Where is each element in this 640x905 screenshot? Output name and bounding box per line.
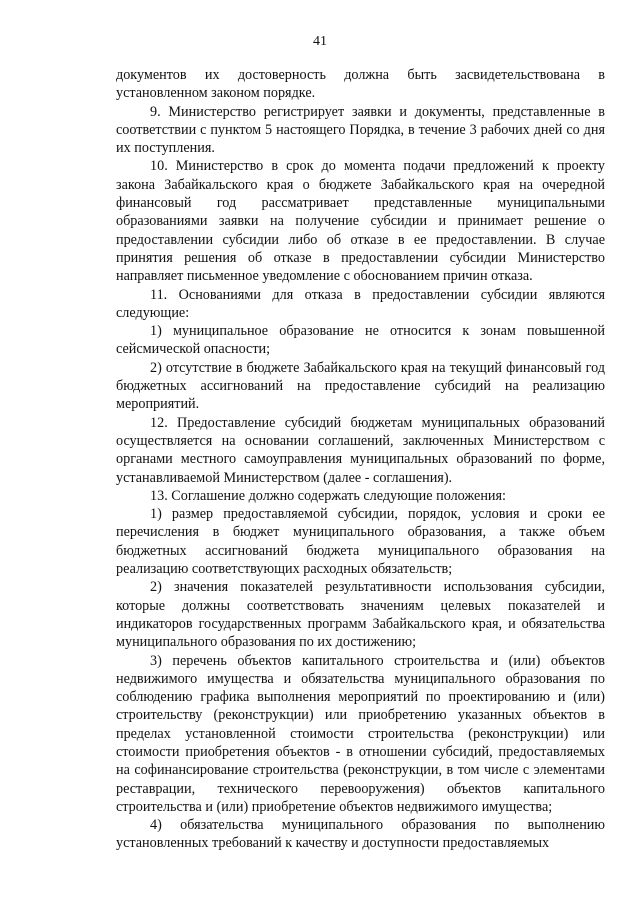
paragraph-item-13: 13. Соглашение должно содержать следующие положения:	[150, 487, 506, 504]
paragraph-item-13-2: 2) значения показателей результативности использования субсидии, которые должны соответствовать значениям целевых показателей и индикаторов государственных программ Забайкальского края, и обязательства муниципального образования по их достижению;	[116, 579, 605, 651]
paragraph-item-11-1: 1) муниципальное образование не относится к зонам повышенной сейсмической опасности;	[116, 323, 605, 358]
document-body	[116, 66, 605, 853]
paragraph-item-10: 10. Министерство в срок до момента подачи предложений к проекту закона Забайкальского края о бюджете Забайкальского края на очередной финансовый год рассматривает представленные муниципальными образованиями заявки на получение субсидии и принимает решение о предоставлении субсидии либо об отказе в ее предоставлении. В случае принятия решения об отказе в предоставлении субсидии Министерство направляет письменное уведомление с обоснованием причин отказа.	[116, 158, 605, 285]
paragraph-item-13-4: 4) обязательства муниципального образования по выполнению установленных требований к качеству и доступности предоставляемых	[116, 817, 605, 852]
page-number: 41	[313, 34, 327, 49]
paragraph-item-13-3: 3) перечень объектов капитального строительства и (или) объектов недвижимого имущества и обязательства муниципального образования по соблюдению графика выполнения мероприятий по проектированию и (или) строительству (реконструкции) или приобретению указанных объектов в пределах установленной стоимости строительства (реконструкции) или стоимости приобретения объектов - в отношении субсидий, предоставляемых на софинансирование строительства (реконструкции, в том числе с элементами реставрации, технического перевооружения) объектов капитального строительства и (или) приобретение объектов недвижимого имущества;	[116, 652, 605, 815]
paragraph-item-9: 9. Министерство регистрирует заявки и документы, представленные в соответствии с пунктом 5 настоящего Порядка, в течение 3 рабочих дней со дня их поступления.	[116, 103, 605, 157]
paragraph-item-11-2: 2) отсутствие в бюджете Забайкальского края на текущий финансовый год бюджетных ассигнований на предоставление субсидий на реализацию мероприятий.	[116, 359, 605, 413]
paragraph-item-12: 12. Предоставление субсидий бюджетам муниципальных образований осуществляется на основании соглашений, заключенных Министерством с органами местного самоуправления муниципальных образований по форме, устанавливаемой Министерством (далее - соглашения).	[116, 414, 605, 486]
paragraph-item-11: 11. Основаниями для отказа в предоставлении субсидии являются следующие:	[116, 286, 605, 321]
paragraph-item-13-1: 1) размер предоставляемой субсидии, порядок, условия и сроки ее перечисления в бюджет муниципального образования, а также объем бюджетных ассигнований бюджета муниципального образования на реализацию соответствующих расходных обязательств;	[116, 506, 605, 578]
paragraph-continuation: документов их достоверность должна быть засвидетельствована в установленном законом порядке.	[116, 67, 605, 102]
